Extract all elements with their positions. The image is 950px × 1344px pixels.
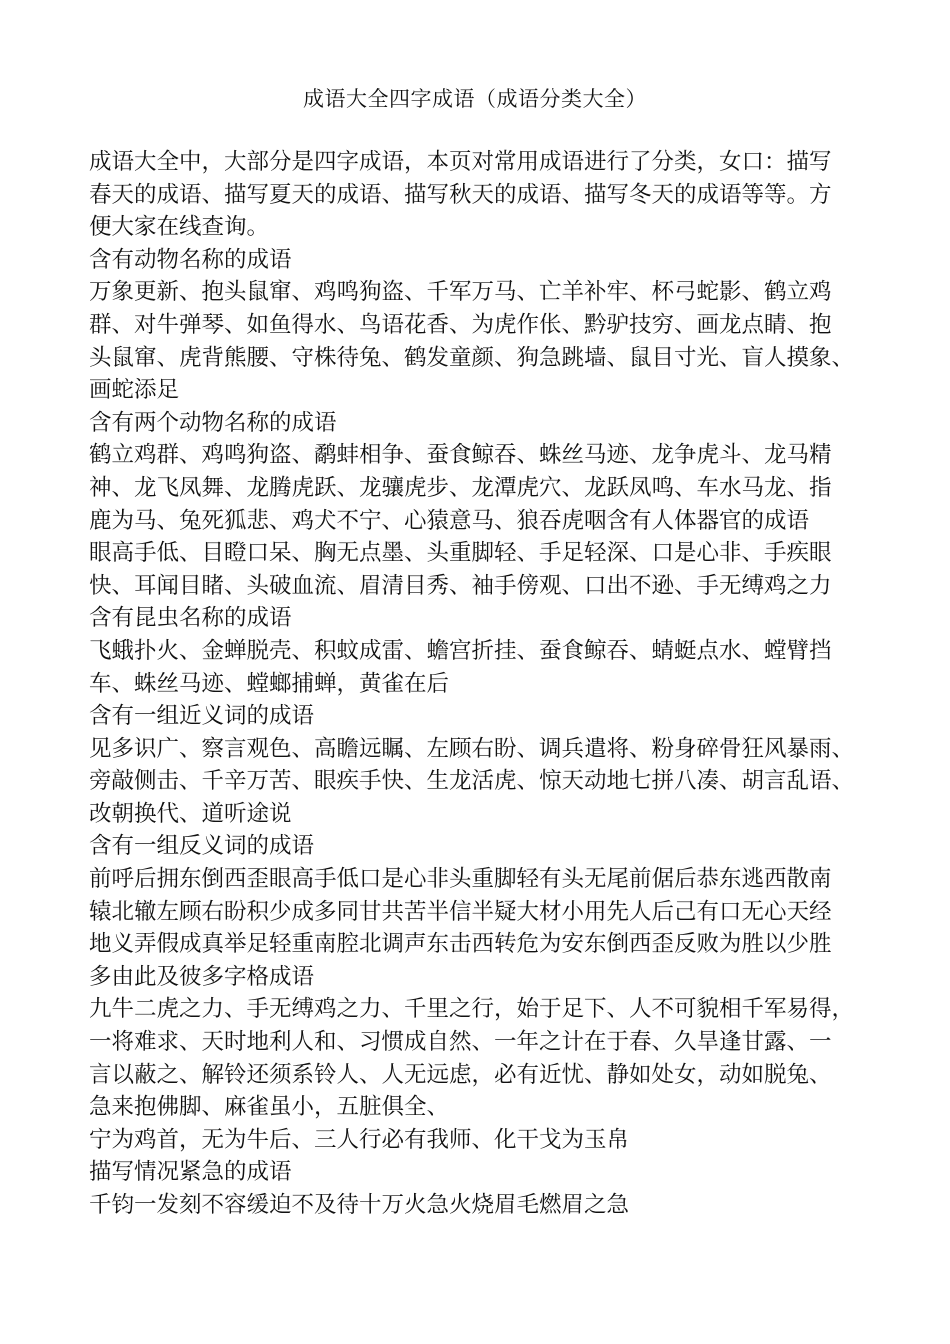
section-heading: 描写情况紧急的成语 — [89, 1159, 292, 1186]
body-line: 成语大全中，大部分是四字成语，本页对常用成语进行了分类，女口：描写 — [89, 149, 832, 175]
body-line: 宁为鸡首，无为牛后、三人行必有我师、化干戈为玉帛 — [89, 1126, 630, 1153]
body-line: 言以蔽之、解铃还须系铃人、人无远虑，必有近忧、静如处女，动如脱兔、 — [89, 1061, 832, 1088]
body-line: 眼高手低、目瞪口呆、胸无点墨、头重脚轻、手足轻深、口是心非、手疾眼 — [89, 540, 832, 567]
body-line: 一将难求、天时地利人和、习惯成自然、一年之计在于春、久旱逢甘露、一 — [89, 1029, 832, 1056]
body-line: 鹤立鸡群、鸡鸣狗盗、鹬蚌相争、蚕食鲸吞、蛛丝马迹、龙争虎斗、龙马精 — [89, 442, 832, 469]
body-line: 飞蛾扑火、金蝉脱壳、积蚊成雷、蟾宫折挂、蚕食鲸吞、蜻蜓点水、螳臂挡 — [89, 637, 832, 664]
body-line: 快、耳闻目睹、头破血流、眉清目秀、袖手傍观、口出不逊、手无缚鸡之力 — [89, 572, 832, 599]
body-line: 画蛇添足 — [89, 377, 180, 404]
document-body — [89, 146, 879, 1222]
body-line: 前呼后拥东倒西歪眼高手低口是心非头重脚轻有头无尾前倨后恭东逃西散南 — [89, 866, 832, 893]
body-line: 车、蛛丝马迹、螳螂捕蝉，黄雀在后 — [89, 670, 450, 697]
section-heading: 含有两个动物名称的成语 — [89, 409, 337, 436]
body-line: 便大家在线查询。 — [89, 214, 270, 241]
body-line: 见多识广、察言观色、高瞻远瞩、左顾右盼、调兵遣将、粉身碎骨狂风暴雨、 — [89, 735, 855, 762]
body-line: 千钧一发刻不容缓迫不及待十万火急火烧眉毛燃眉之急 — [89, 1192, 630, 1218]
body-line: 鹿为马、兔死狐悲、鸡犬不宁、心猿意马、狼吞虎咽含有人体器官的成语 — [89, 507, 810, 534]
body-line: 万象更新、抱头鼠窜、鸡鸣狗盗、千军万马、亡羊补牢、杯弓蛇影、鹤立鸡 — [89, 279, 832, 306]
body-line: 辕北辙左顾右盼积少成多同甘共苦半信半疑大材小用先人后己有口无心天经 — [89, 898, 832, 925]
body-line: 改朝换代、道听途说 — [89, 800, 292, 827]
section-heading: 含有一组近义词的成语 — [89, 703, 315, 730]
document-title: 成语大全四字成语（成语分类大全） — [303, 87, 647, 111]
body-line: 急来抱佛脚、麻雀虽小，五脏俱全、 — [89, 1094, 450, 1121]
body-line: 头鼠窜、虎背熊腰、守株待兔、鹤发童颜、狗急跳墙、鼠目寸光、盲人摸象、 — [89, 344, 855, 371]
body-line: 神、龙飞凤舞、龙腾虎跃、龙骧虎步、龙潭虎穴、龙跃凤鸣、车水马龙、指 — [89, 474, 832, 501]
body-line: 春天的成语、描写夏天的成语、描写秋天的成语、描写冬天的成语等等。方 — [89, 181, 832, 208]
body-line: 旁敲侧击、千辛万苦、眼疾手快、生龙活虎、惊天动地七拼八凑、胡言乱语、 — [89, 768, 855, 795]
section-heading: 含有昆虫名称的成语 — [89, 605, 292, 632]
body-line: 群、对牛弹琴、如鱼得水、鸟语花香、为虎作伥、黔驴技穷、画龙点睛、抱 — [89, 311, 832, 338]
body-line: 多由此及彼多字格成语 — [89, 963, 315, 990]
body-line: 地义弄假成真举足轻重南腔北调声东击西转危为安东倒西歪反败为胜以少胜 — [89, 931, 832, 958]
section-heading: 含有动物名称的成语 — [89, 246, 292, 273]
section-heading: 含有一组反义词的成语 — [89, 833, 315, 860]
body-line: 九牛二虎之力、手无缚鸡之力、千里之行，始于足下、人不可貌相千军易得， — [89, 996, 855, 1023]
